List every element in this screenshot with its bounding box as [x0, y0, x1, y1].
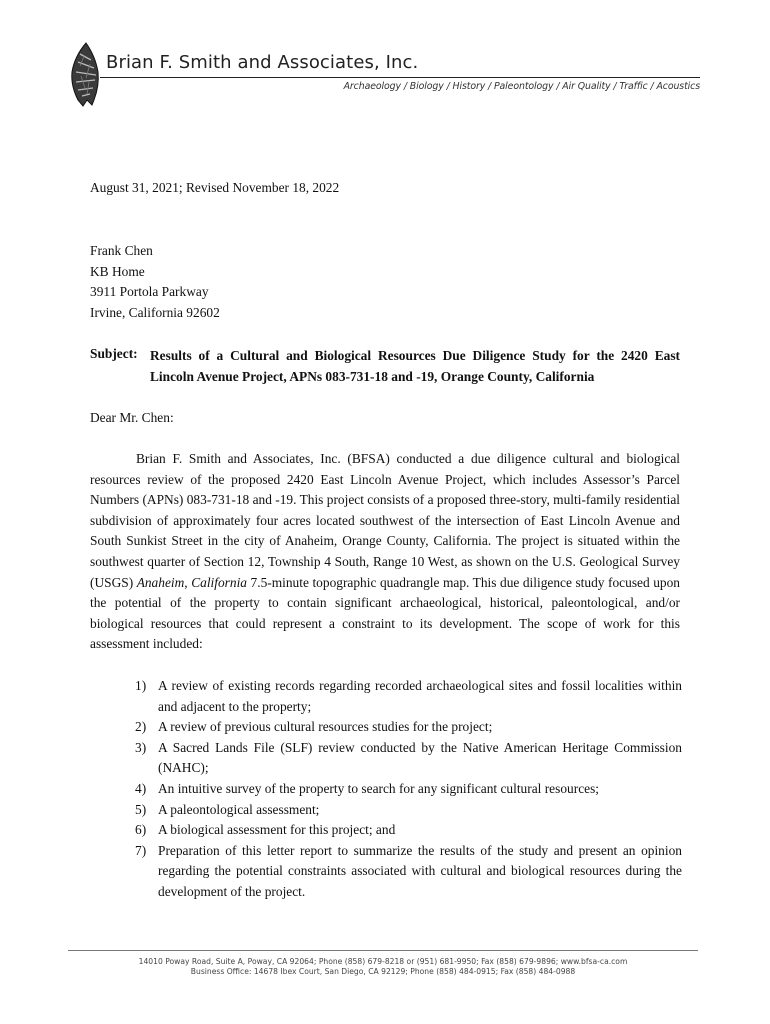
footer-divider [68, 950, 698, 951]
scope-item-number: 5) [135, 801, 147, 817]
scope-item-text: A biological assessment for this project; and [158, 822, 396, 838]
scope-list [120, 676, 682, 903]
scope-item-number: 4) [135, 780, 147, 796]
subject-label: Subject: [90, 346, 138, 361]
scope-list-item [120, 820, 682, 841]
scope-item-number: 1) [135, 678, 147, 693]
recipient-address [90, 241, 220, 323]
scope-list-item [120, 841, 682, 903]
footer-address-line: 14010 Poway Road, Suite A, Poway, CA 92064; Phone (858) 679-8218 or (951) 681-9950; Fax (858) 679-9896; www.bfsa-ca.com [138, 957, 628, 966]
arrowhead-icon [66, 42, 104, 108]
recipient-company: KB Home [90, 263, 145, 279]
scope-item-text: A Sacred Lands File (SLF) review conducted by the Native American Heritage Commission (NAHC); [158, 739, 682, 776]
footer [68, 957, 698, 977]
footer-business-line: Business Office: 14678 Ibex Court, San Diego, CA 92129; Phone (858) 484-0915; Fax (858) 484-0988 [190, 967, 576, 976]
subject-line: Results of a Cultural and Biological Resources Due Diligence Study for the 2420 East Lincoln Avenue Project, APNs 083-731-18 and -19, Orange County, California [150, 348, 680, 384]
company-name: Brian F. Smith and Associates, Inc. [106, 52, 419, 73]
recipient-street: 3911 Portola Parkway [90, 284, 209, 300]
scope-item-text: A paleontological assessment; [158, 801, 320, 817]
scope-item-number: 6) [135, 822, 147, 838]
scope-list-item [120, 800, 682, 821]
scope-item-text: An intuitive survey of the property to search for any significant cultural resources; [158, 780, 600, 796]
paragraph-text-2: 7.5-minute topographic quadrangle map. This due diligence study focused upon the potential of the property to contain significant archaeological, historical, paleontological, and/or biological resources that could represent a constraint to its development. The scope of work for this assessment included: [90, 574, 680, 652]
map-separator: , [184, 574, 192, 590]
scope-list-item [120, 676, 682, 717]
map-state: California [191, 574, 247, 590]
scope-item-text: A review of previous cultural resources studies for the project; [158, 719, 493, 735]
paragraph-text-1: Brian F. Smith and Associates, Inc. (BFSA) conducted a due diligence cultural and biological resources review of the proposed 2420 East Lincoln Avenue Project, which includes Assessor’s Parcel Numbers (APNs) 083-731-18 and -19. This project consists of a proposed three-story, multi-family residential subdivision of approximately four acres located southwest of the intersection of East Lincoln Avenue and South Sunkist Street in the city of Anaheim, Orange County, California. The project is situated within the southwest quarter of Section 12, Township 4 South, Range 10 West, as shown on the U.S. Geological Survey (USGS) [90, 451, 680, 590]
scope-item-number: 3) [135, 739, 147, 755]
recipient-city: Irvine, California 92602 [90, 304, 220, 320]
body-paragraph [90, 449, 680, 655]
header-divider [100, 77, 700, 78]
map-name: Anaheim [136, 574, 185, 590]
scope-item-number: 2) [135, 719, 147, 735]
letter-date: August 31, 2021; Revised November 18, 2022 [90, 180, 340, 195]
scope-item-text: A review of existing records regarding recorded archaeological sites and fossil localities within and adjacent to the property; [158, 678, 682, 714]
scope-list-item [120, 738, 682, 779]
salutation: Dear Mr. Chen: [90, 410, 174, 425]
scope-item-number: 7) [135, 842, 147, 858]
recipient-name: Frank Chen [90, 243, 153, 258]
company-tagline: Archaeology / Biology / History / Paleontology / Air Quality / Traffic / Acoustics [343, 81, 700, 92]
scope-item-text: Preparation of this letter report to summarize the results of the study and present an opinion regarding the potential constraints associated with cultural and biological resources during the development of the project. [158, 842, 682, 899]
scope-list-item [120, 779, 682, 800]
scope-list-item [120, 717, 682, 738]
